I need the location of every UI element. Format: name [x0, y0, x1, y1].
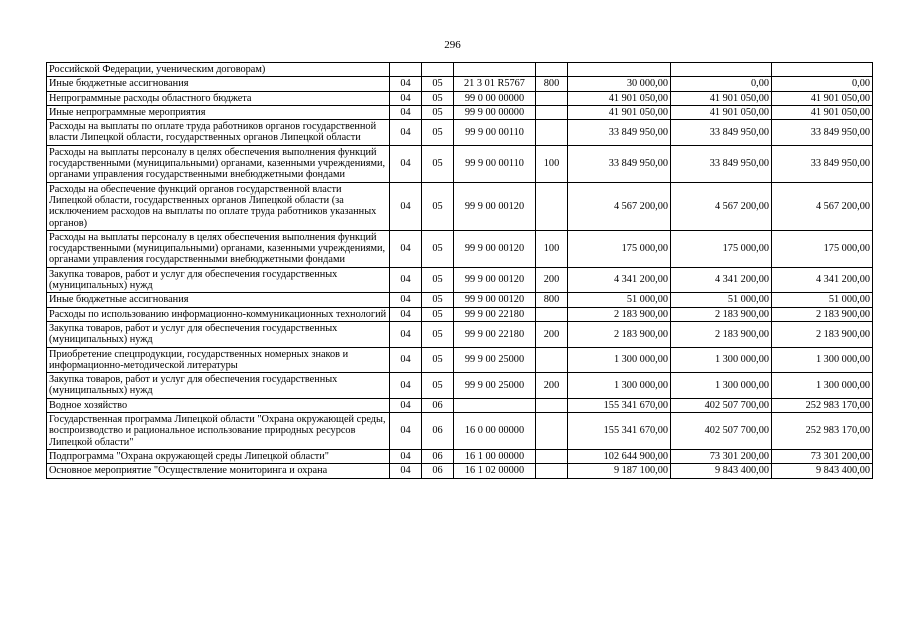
table-row [47, 267, 873, 293]
row-subsection: 05 [422, 373, 454, 399]
row-amount-1: 33 849 950,00 [568, 120, 671, 146]
row-target-code: 99 9 00 00110 [454, 120, 536, 146]
table-row [47, 373, 873, 399]
row-subsection: 06 [422, 464, 454, 478]
row-subsection: 05 [422, 267, 454, 293]
row-expense-type [536, 413, 568, 450]
row-name: Подпрограмма "Охрана окружающей среды Липецкой области" [47, 449, 390, 463]
row-target-code: 21 3 01 R5767 [454, 77, 536, 91]
table-row [47, 77, 873, 91]
row-name: Российской Федерации, ученическим договорам) [47, 63, 390, 77]
row-section: 04 [390, 230, 422, 267]
row-amount-2: 402 507 700,00 [671, 398, 772, 412]
row-target-code: 99 9 00 00120 [454, 182, 536, 230]
row-target-code: 99 9 00 00000 [454, 105, 536, 119]
row-amount-2: 2 183 900,00 [671, 321, 772, 347]
row-amount-2: 0,00 [671, 77, 772, 91]
row-subsection: 05 [422, 120, 454, 146]
row-section: 04 [390, 464, 422, 478]
row-amount-2: 9 843 400,00 [671, 464, 772, 478]
table-row [47, 347, 873, 373]
row-name: Расходы по использованию информационно-коммуникационных технологий [47, 307, 390, 321]
row-amount-1: 4 567 200,00 [568, 182, 671, 230]
row-subsection: 05 [422, 230, 454, 267]
row-target-code: 99 9 00 00120 [454, 293, 536, 307]
row-amount-2: 41 901 050,00 [671, 91, 772, 105]
row-subsection: 05 [422, 307, 454, 321]
row-amount-1: 30 000,00 [568, 77, 671, 91]
table-row [47, 230, 873, 267]
row-amount-1: 41 901 050,00 [568, 91, 671, 105]
table-row [47, 63, 873, 77]
row-amount-1: 41 901 050,00 [568, 105, 671, 119]
row-name: Закупка товаров, работ и услуг для обеспечения государственных (муниципальных) нужд [47, 267, 390, 293]
row-name: Приобретение спецпродукции, государственных номерных знаков и информационно-методической литературы [47, 347, 390, 373]
row-subsection: 05 [422, 77, 454, 91]
row-section: 04 [390, 182, 422, 230]
row-expense-type: 800 [536, 77, 568, 91]
row-amount-2: 1 300 000,00 [671, 347, 772, 373]
row-amount-3: 33 849 950,00 [772, 120, 873, 146]
budget-table-body [47, 63, 873, 479]
row-expense-type [536, 120, 568, 146]
row-amount-2: 402 507 700,00 [671, 413, 772, 450]
row-subsection: 05 [422, 293, 454, 307]
row-expense-type [536, 105, 568, 119]
row-subsection: 05 [422, 182, 454, 230]
row-amount-3: 9 843 400,00 [772, 464, 873, 478]
table-row [47, 449, 873, 463]
table-row [47, 321, 873, 347]
row-target-code: 99 0 00 00000 [454, 91, 536, 105]
row-name: Расходы на выплаты персоналу в целях обеспечения выполнения функций государственными (муниципальными) органами, казенными учреждениями, органами управления государственными внебюджетными фондами [47, 230, 390, 267]
table-row [47, 293, 873, 307]
row-amount-2: 4 341 200,00 [671, 267, 772, 293]
row-expense-type [536, 347, 568, 373]
row-expense-type: 200 [536, 373, 568, 399]
row-amount-3: 252 983 170,00 [772, 398, 873, 412]
row-target-code [454, 63, 536, 77]
row-amount-3: 4 341 200,00 [772, 267, 873, 293]
row-name: Непрограммные расходы областного бюджета [47, 91, 390, 105]
row-name: Основное мероприятие "Осуществление мониторинга и охрана [47, 464, 390, 478]
row-expense-type: 100 [536, 145, 568, 182]
row-section: 04 [390, 91, 422, 105]
row-name: Закупка товаров, работ и услуг для обеспечения государственных (муниципальных) нужд [47, 373, 390, 399]
row-section: 04 [390, 267, 422, 293]
row-amount-3: 41 901 050,00 [772, 91, 873, 105]
table-row [47, 307, 873, 321]
page-number: 296 [444, 39, 461, 51]
row-amount-3: 41 901 050,00 [772, 105, 873, 119]
row-expense-type [536, 398, 568, 412]
row-target-code: 16 0 00 00000 [454, 413, 536, 450]
row-expense-type [536, 464, 568, 478]
row-section: 04 [390, 120, 422, 146]
row-amount-2: 41 901 050,00 [671, 105, 772, 119]
row-subsection: 05 [422, 105, 454, 119]
row-target-code: 99 9 00 25000 [454, 373, 536, 399]
row-amount-3: 252 983 170,00 [772, 413, 873, 450]
row-amount-1: 2 183 900,00 [568, 307, 671, 321]
row-amount-1: 155 341 670,00 [568, 398, 671, 412]
row-amount-3: 1 300 000,00 [772, 347, 873, 373]
row-expense-type [536, 63, 568, 77]
row-target-code: 16 1 00 00000 [454, 449, 536, 463]
table-row [47, 182, 873, 230]
table-row [47, 398, 873, 412]
row-section: 04 [390, 105, 422, 119]
row-amount-2: 51 000,00 [671, 293, 772, 307]
row-amount-2 [671, 63, 772, 77]
row-amount-3: 51 000,00 [772, 293, 873, 307]
row-target-code: 16 1 02 00000 [454, 464, 536, 478]
row-name: Водное хозяйство [47, 398, 390, 412]
row-name: Расходы на выплаты по оплате труда работников органов государственной власти Липецкой области, государственных органов Липецкой области [47, 120, 390, 146]
row-subsection: 06 [422, 398, 454, 412]
table-row [47, 105, 873, 119]
row-subsection: 05 [422, 347, 454, 373]
row-amount-2: 4 567 200,00 [671, 182, 772, 230]
table-row [47, 120, 873, 146]
table-row [47, 91, 873, 105]
row-name: Иные бюджетные ассигнования [47, 293, 390, 307]
row-amount-2: 175 000,00 [671, 230, 772, 267]
row-expense-type [536, 182, 568, 230]
row-amount-3: 175 000,00 [772, 230, 873, 267]
row-expense-type [536, 307, 568, 321]
row-amount-2: 73 301 200,00 [671, 449, 772, 463]
row-amount-3: 2 183 900,00 [772, 321, 873, 347]
row-amount-1: 2 183 900,00 [568, 321, 671, 347]
row-target-code: 99 9 00 22180 [454, 307, 536, 321]
row-subsection: 05 [422, 321, 454, 347]
row-section: 04 [390, 307, 422, 321]
row-amount-3: 2 183 900,00 [772, 307, 873, 321]
row-amount-1: 102 644 900,00 [568, 449, 671, 463]
budget-table [46, 62, 873, 479]
row-amount-1: 4 341 200,00 [568, 267, 671, 293]
row-subsection: 05 [422, 145, 454, 182]
row-amount-1: 33 849 950,00 [568, 145, 671, 182]
row-amount-1: 1 300 000,00 [568, 373, 671, 399]
row-amount-2: 33 849 950,00 [671, 120, 772, 146]
row-amount-2: 33 849 950,00 [671, 145, 772, 182]
row-section: 04 [390, 347, 422, 373]
row-expense-type [536, 91, 568, 105]
row-name: Иные бюджетные ассигнования [47, 77, 390, 91]
row-amount-3 [772, 63, 873, 77]
row-name: Расходы на обеспечение функций органов государственной власти Липецкой области, государственных органов Липецкой области (за исключением расходов на выплаты по оплате труда работников указанных органов) [47, 182, 390, 230]
row-amount-1 [568, 63, 671, 77]
row-target-code: 99 9 00 25000 [454, 347, 536, 373]
row-section: 04 [390, 413, 422, 450]
row-expense-type: 200 [536, 321, 568, 347]
row-amount-3: 33 849 950,00 [772, 145, 873, 182]
row-amount-3: 0,00 [772, 77, 873, 91]
row-subsection: 05 [422, 91, 454, 105]
row-name: Государственная программа Липецкой области "Охрана окружающей среды, воспроизводство и рациональное использование природных ресурсов Липецкой области" [47, 413, 390, 450]
row-amount-1: 51 000,00 [568, 293, 671, 307]
row-section [390, 63, 422, 77]
row-expense-type: 100 [536, 230, 568, 267]
row-subsection [422, 63, 454, 77]
row-expense-type: 200 [536, 267, 568, 293]
row-section: 04 [390, 77, 422, 91]
row-amount-1: 175 000,00 [568, 230, 671, 267]
row-subsection: 06 [422, 413, 454, 450]
row-target-code: 99 9 00 00120 [454, 230, 536, 267]
row-target-code [454, 398, 536, 412]
row-section: 04 [390, 321, 422, 347]
row-subsection: 06 [422, 449, 454, 463]
row-amount-2: 1 300 000,00 [671, 373, 772, 399]
row-section: 04 [390, 293, 422, 307]
row-name: Закупка товаров, работ и услуг для обеспечения государственных (муниципальных) нужд [47, 321, 390, 347]
row-section: 04 [390, 145, 422, 182]
row-name: Расходы на выплаты персоналу в целях обеспечения выполнения функций государственными (муниципальными) органами, казенными учреждениями, органами управления государственными внебюджетными фондами [47, 145, 390, 182]
row-expense-type: 800 [536, 293, 568, 307]
row-section: 04 [390, 449, 422, 463]
row-amount-3: 4 567 200,00 [772, 182, 873, 230]
row-amount-1: 155 341 670,00 [568, 413, 671, 450]
table-row [47, 145, 873, 182]
table-row [47, 464, 873, 478]
row-expense-type [536, 449, 568, 463]
row-section: 04 [390, 373, 422, 399]
table-row [47, 413, 873, 450]
row-amount-3: 1 300 000,00 [772, 373, 873, 399]
row-target-code: 99 9 00 00110 [454, 145, 536, 182]
row-target-code: 99 9 00 00120 [454, 267, 536, 293]
row-target-code: 99 9 00 22180 [454, 321, 536, 347]
row-amount-1: 1 300 000,00 [568, 347, 671, 373]
row-amount-1: 9 187 100,00 [568, 464, 671, 478]
row-amount-3: 73 301 200,00 [772, 449, 873, 463]
row-amount-2: 2 183 900,00 [671, 307, 772, 321]
row-name: Иные непрограммные мероприятия [47, 105, 390, 119]
row-section: 04 [390, 398, 422, 412]
